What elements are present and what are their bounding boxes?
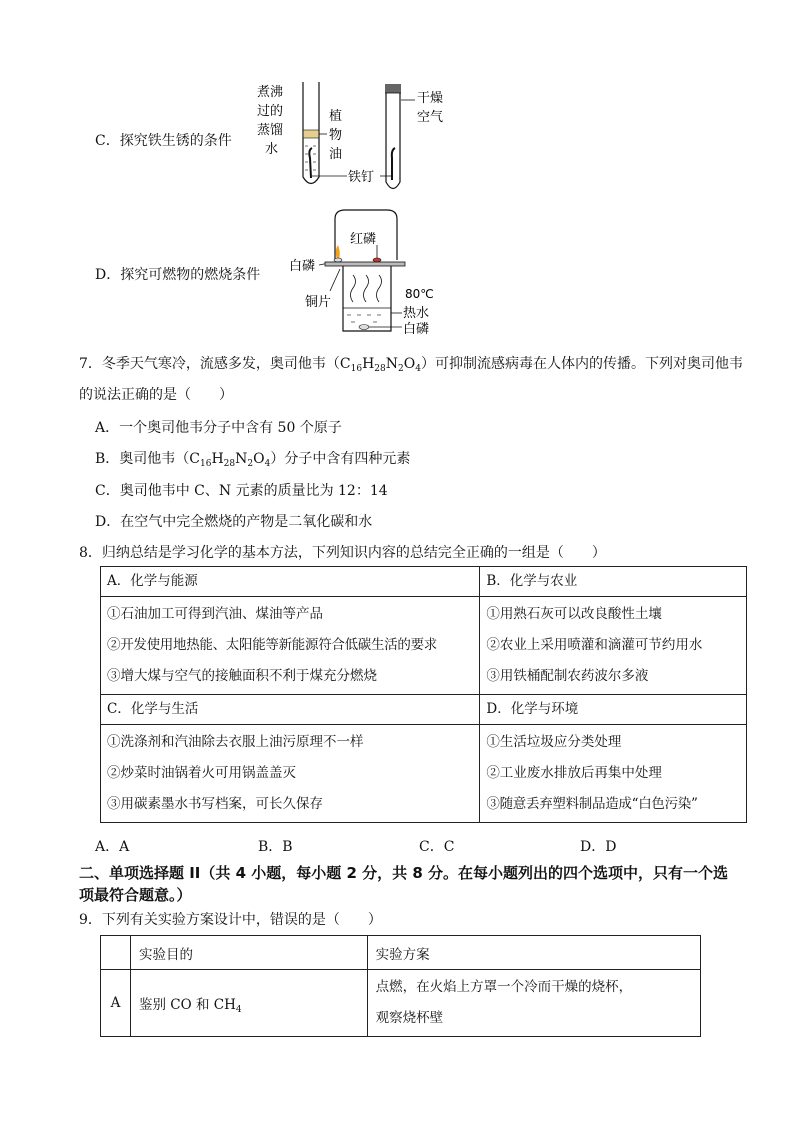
oil-label-1: 植 <box>329 109 343 124</box>
red-phosphorus-label: 红磷 <box>350 232 377 247</box>
table-head-blank <box>101 936 131 970</box>
table-cell-c: ①洗涤剂和汽油除去衣服上油污原理不一样 ②炒菜时油锅着火可用锅盖盖灭 ③用碳素墨水书写档案，可长久保存 <box>101 725 480 823</box>
temperature-label: 80℃ <box>405 287 434 301</box>
table-row <box>101 695 747 725</box>
table-head-purpose: 实验目的 <box>130 936 367 970</box>
q8-table <box>100 566 747 823</box>
row-purpose: 鉴别 CO 和 $CH_4$ <box>130 970 367 1037</box>
oil-label-2: 物 <box>329 128 343 143</box>
table-head-d: D．化学与环境 <box>480 695 747 725</box>
boiled-label-2: 过的 <box>257 104 284 119</box>
table-head-plan: 实验方案 <box>367 936 700 970</box>
q8-option-d: D．D <box>580 839 617 855</box>
q8-option-c: C．C <box>419 839 455 855</box>
table-head-c: C．化学与生活 <box>101 695 480 725</box>
table-cell-d: ①生活垃圾应分类处理 ②工业废水排放后再集中处理 ③随意丢弃塑料制品造成“白色污染” <box>480 725 747 823</box>
q8-stem: 8．归纳总结是学习化学的基本方法，下列知识内容的总结完全正确的一组是（ ） <box>79 545 606 561</box>
copper-sheet-label: 铜片 <box>305 295 332 310</box>
q6-option-d: D．探究可燃物的燃烧条件 <box>95 267 261 283</box>
q7-option-d: D．在空气中完全燃烧的产物是二氧化碳和水 <box>95 514 373 530</box>
hot-water-label: 热水 <box>403 306 430 321</box>
boiled-label-4: 水 <box>265 142 279 157</box>
table-row <box>101 936 701 970</box>
nail-label: 铁钉 <box>348 170 375 185</box>
table-cell-b: ①用熟石灰可以改良酸性土壤 ②农业上采用喷灌和滴灌可节约用水 ③用铁桶配制农药波尔多液 <box>480 597 747 695</box>
row-label: A <box>101 970 131 1037</box>
q8-option-a: A．A <box>95 839 130 855</box>
q9-stem: 9．下列有关实验方案设计中，错误的是（ ） <box>79 912 382 928</box>
boiled-label-3: 蒸馏 <box>257 123 284 138</box>
q7-option-c: C．奥司他韦中 C、N 元素的质量比为 12：14 <box>95 483 388 499</box>
q9-table <box>100 935 701 1037</box>
table-row <box>101 567 747 597</box>
boiled-label-1: 煮沸 <box>257 85 284 100</box>
section-heading-line1: 二、单项选择题 II（共 4 小题，每小题 2 分，共 8 分。在每小题列出的四个选项中，只有一个选 <box>79 864 729 882</box>
iron-rust-figure <box>255 82 455 200</box>
q6-option-c: C．探究铁生锈的条件 <box>95 133 232 149</box>
oil-label-3: 油 <box>329 147 343 162</box>
table-cell-a: ①石油加工可得到汽油、煤油等产品 ②开发使用地热能、太阳能等新能源符合低碳生活的要求 ③增大煤与空气的接触面积不利于煤充分燃烧 <box>101 597 480 695</box>
white-phosphorus-bottom-label: 白磷 <box>403 322 430 337</box>
table-row <box>101 725 747 823</box>
q8-option-b: B．B <box>258 839 293 855</box>
q7-stem-line1: 7．冬季天气寒冷，流感多发，奥司他韦$(C_{16}H_{28}N_2O_4)$可抑制流感病毒在人体内的传播。下列对奥司他韦 <box>79 356 743 374</box>
dry-air-label-1: 干燥 <box>417 91 444 106</box>
row-plan: 点燃，在火焰上方罩一个冷而干燥的烧杯， 观察烧杯壁 <box>367 970 700 1037</box>
combustion-figure <box>285 207 465 339</box>
table-head-a: A．化学与能源 <box>101 567 480 597</box>
dry-air-label-2: 空气 <box>417 110 444 125</box>
white-phosphorus-top-label: 白磷 <box>289 259 316 274</box>
section-heading-line2: 项最符合题意。） <box>79 886 192 904</box>
q7-stem-line2: 的说法正确的是（ ） <box>79 387 233 403</box>
table-head-b: B．化学与农业 <box>480 567 747 597</box>
q7-option-b: B．奥司他韦$(C_{16}H_{28}N_2O_4)$分子中含有四种元素 <box>95 451 411 469</box>
table-row <box>101 970 701 1037</box>
table-row <box>101 597 747 695</box>
q7-option-a: A．一个奥司他韦分子中含有 50 个原子 <box>95 420 342 436</box>
